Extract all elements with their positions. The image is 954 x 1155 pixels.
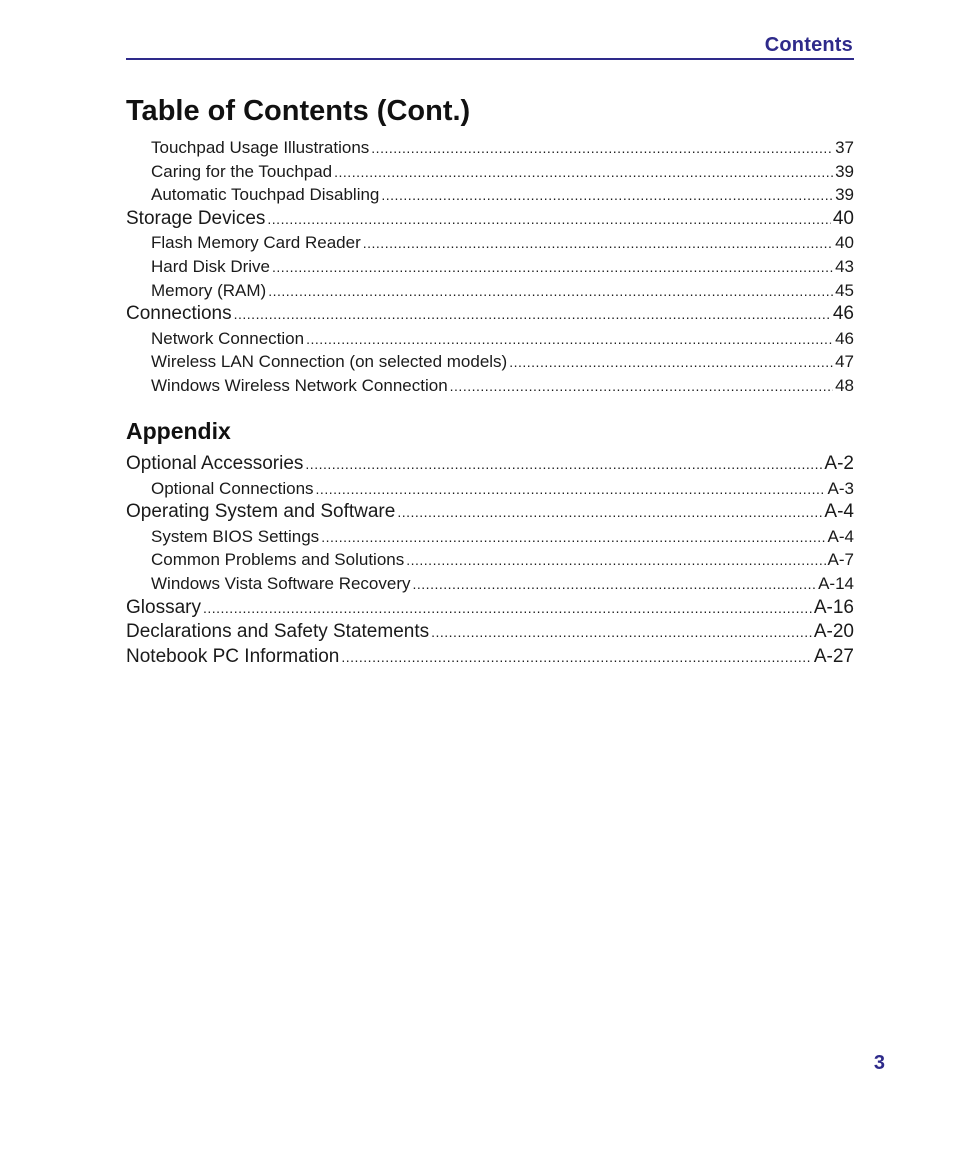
toc-entry[interactable] — [126, 645, 854, 670]
toc-entry-title: Storage Devices — [126, 207, 266, 229]
page-number: 3 — [873, 1052, 885, 1074]
toc-entry-title: Windows Wireless Network Connection — [151, 375, 448, 395]
dot-leader — [381, 184, 833, 207]
toc-entry[interactable] — [126, 279, 854, 303]
toc-entry[interactable] — [126, 452, 854, 477]
toc-entry-page: 40 — [832, 207, 854, 229]
dot-leader — [272, 256, 833, 279]
toc-entry-page: 43 — [835, 256, 854, 276]
toc-entry-title: Memory (RAM) — [151, 280, 267, 300]
dot-leader — [509, 351, 833, 374]
toc-entry[interactable] — [126, 572, 854, 596]
toc-entry[interactable] — [126, 374, 854, 398]
toc-entry-title: Hard Disk Drive — [151, 256, 271, 276]
toc-entry-page: A-2 — [824, 453, 854, 474]
dot-leader — [397, 500, 822, 525]
dot-leader — [406, 549, 825, 572]
toc-entry-page: 40 — [835, 233, 854, 253]
page-title: Table of Contents (Cont.) — [126, 95, 471, 127]
toc-entry-page: A-7 — [827, 550, 854, 570]
dot-leader — [413, 573, 817, 596]
dot-leader — [341, 645, 812, 670]
toc-entry[interactable] — [126, 207, 854, 232]
toc-entry-title: Network Connection — [151, 328, 305, 348]
toc-entry-title: Touchpad Usage Illustrations — [151, 138, 370, 157]
toc-entry[interactable] — [126, 500, 854, 525]
toc-main-list — [126, 136, 854, 398]
toc-entry[interactable] — [126, 327, 854, 351]
toc-entry[interactable] — [126, 477, 854, 501]
section-header-label: Contents — [764, 34, 853, 56]
dot-leader — [450, 375, 833, 398]
dot-leader — [305, 452, 822, 477]
dot-leader — [203, 596, 812, 621]
toc-entry-title: Optional Accessories — [126, 453, 304, 474]
toc-entry[interactable] — [126, 525, 854, 549]
toc-entry-page: A-4 — [827, 526, 854, 546]
toc-entry-title: Flash Memory Card Reader — [151, 233, 361, 253]
dot-leader — [316, 478, 826, 501]
dot-leader — [334, 161, 833, 184]
toc-entry-page: A-3 — [827, 478, 854, 498]
dot-leader — [234, 302, 831, 327]
toc-entry[interactable] — [126, 596, 854, 621]
dot-leader — [306, 328, 833, 351]
toc-entry-page: A-27 — [813, 645, 854, 667]
toc-entry-title: Connections — [126, 303, 232, 325]
dot-leader — [371, 137, 833, 160]
toc-entry-title: Operating System and Software — [126, 501, 396, 523]
toc-entry-title: Notebook PC Information — [126, 645, 340, 667]
toc-entry-title: Automatic Touchpad Disabling — [151, 185, 380, 205]
toc-entry[interactable] — [126, 231, 854, 255]
toc-entry-title: Optional Connections — [151, 478, 314, 498]
toc-entry-title: Declarations and Safety Statements — [126, 621, 430, 643]
toc-entry-page: 47 — [835, 352, 854, 372]
appendix-heading: Appendix — [126, 418, 231, 444]
toc-entry[interactable] — [126, 620, 854, 645]
toc-entry-title: Glossary — [126, 596, 201, 618]
toc-entry-page: 48 — [835, 375, 854, 395]
toc-entry-page: A-14 — [818, 573, 854, 593]
toc-entry-title: System BIOS Settings — [151, 526, 320, 546]
toc-entry-title: Caring for the Touchpad — [151, 161, 333, 181]
toc-entry[interactable] — [126, 350, 854, 374]
toc-appendix-list — [126, 452, 854, 669]
toc-entry[interactable] — [126, 548, 854, 572]
dot-leader — [431, 620, 812, 645]
toc-entry-page: 46 — [832, 303, 854, 325]
toc-entry-page: 39 — [835, 161, 854, 181]
toc-entry-page: 39 — [835, 185, 854, 205]
toc-entry-page: A-20 — [813, 621, 854, 643]
toc-entry-page: A-16 — [813, 596, 854, 618]
toc-entry-title: Windows Vista Software Recovery — [151, 573, 411, 593]
dot-leader — [268, 280, 833, 303]
toc-entry-page: 45 — [835, 280, 854, 300]
dot-leader — [321, 526, 825, 549]
dot-leader — [363, 232, 833, 255]
toc-entry[interactable] — [126, 255, 854, 279]
toc-entry[interactable] — [126, 302, 854, 327]
header-rule — [126, 58, 854, 60]
toc-entry-title: Common Problems and Solutions — [151, 550, 405, 570]
toc-entry-title: Wireless LAN Connection (on selected models) — [151, 352, 508, 372]
toc-entry[interactable] — [126, 183, 854, 207]
dot-leader — [267, 207, 830, 232]
toc-entry-page: 46 — [835, 328, 854, 348]
toc-entry[interactable] — [126, 160, 854, 184]
toc-entry-page: A-4 — [824, 501, 854, 523]
toc-entry[interactable] — [126, 136, 854, 160]
toc-entry-page: 37 — [835, 138, 854, 157]
